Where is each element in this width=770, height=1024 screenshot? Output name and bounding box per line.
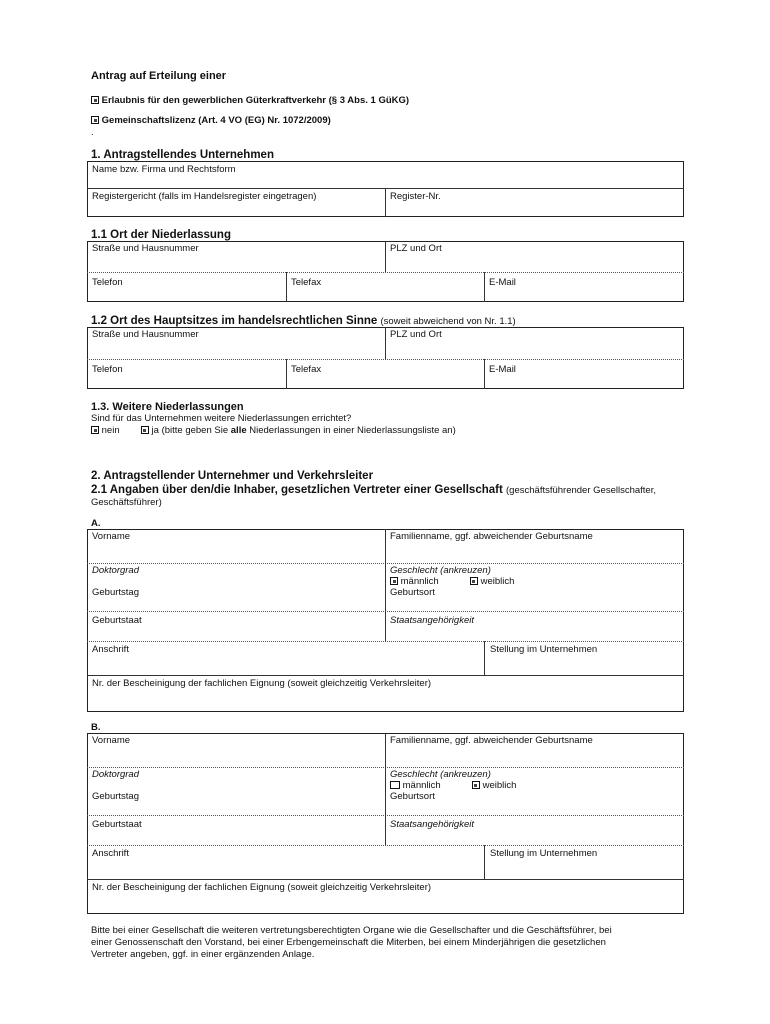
gender-options — [390, 780, 516, 791]
option-erlaubnis[interactable] — [91, 95, 409, 106]
geschlecht-label: Geschlecht (ankreuzen) — [390, 565, 491, 576]
stellung-field[interactable]: Stellung im Unternehmen — [490, 644, 598, 655]
anschrift-field[interactable]: Anschrift — [92, 644, 129, 655]
yes-label-prefix: ja (bitte geben Sie — [151, 425, 231, 436]
checkbox-female[interactable] — [470, 577, 478, 585]
checkbox-yes[interactable] — [141, 426, 149, 434]
bescheinigung-field[interactable]: Nr. der Bescheinigung der fachlichen Eignung (soweit gleichzeitig Verkehrsleiter) — [92, 882, 432, 893]
col-divider — [484, 641, 485, 675]
section-1-2-heading — [91, 315, 516, 327]
checkbox-gemeinschaftslizenz[interactable] — [91, 116, 99, 124]
person-b-letter: B. — [91, 722, 101, 733]
row-divider — [87, 641, 684, 642]
option-gemeinschaftslizenz-label: Gemeinschaftslizenz (Art. 4 VO (EG) Nr. 1072/2009) — [101, 115, 331, 126]
footer-line-3: Vertreter angeben, ggf. in einer ergänzenden Anlage. — [91, 949, 315, 960]
familienname-field[interactable]: Familienname, ggf. abweichender Geburtsname — [390, 735, 593, 746]
col-divider — [385, 327, 386, 359]
gender-options — [390, 576, 514, 587]
hq-email-field[interactable]: E-Mail — [489, 364, 516, 375]
row-divider — [87, 675, 684, 676]
female-label: weiblich — [482, 780, 517, 791]
section-1-2-note: (soweit abweichend von Nr. 1.1) — [380, 316, 516, 327]
row-divider — [87, 359, 684, 360]
checkbox-male[interactable] — [390, 781, 400, 789]
col-divider — [484, 272, 485, 302]
stellung-field[interactable]: Stellung im Unternehmen — [490, 848, 598, 859]
section-1-heading: 1. Antragstellendes Unternehmen — [91, 149, 274, 161]
female-option[interactable] — [472, 780, 516, 791]
phone-field[interactable]: Telefon — [92, 277, 123, 288]
row-divider — [87, 272, 684, 273]
section-2-1-note-cont: Geschäftsführer) — [91, 497, 162, 508]
geburtstag-field[interactable]: Geburtstag — [92, 587, 139, 598]
checkbox-male[interactable] — [390, 577, 398, 585]
option-erlaubnis-label: Erlaubnis für den gewerblichen Güterkraftverkehr (§ 3 Abs. 1 GüKG) — [101, 95, 410, 106]
checkbox-erlaubnis[interactable] — [91, 96, 99, 104]
hq-fax-field[interactable]: Telefax — [291, 364, 322, 375]
male-option[interactable] — [390, 780, 441, 791]
vorname-field[interactable]: Vorname — [92, 735, 131, 746]
section-1-3-heading: 1.3. Weitere Niederlassungen — [91, 401, 244, 413]
no-label: nein — [101, 425, 120, 436]
geburtsstaat-field[interactable]: Geburtstaat — [92, 819, 142, 830]
section-1-2-title: 1.2 Ort des Hauptsitzes im handelsrechtlichen Sinne — [91, 315, 378, 327]
staatsangehoerigkeit-field[interactable]: Staatsangehörigkeit — [390, 615, 474, 626]
geburtsort-field[interactable]: Geburtsort — [390, 791, 435, 802]
male-label: männlich — [400, 576, 439, 587]
street-field[interactable]: Straße und Hausnummer — [92, 243, 199, 254]
col-divider — [385, 188, 386, 217]
branches-options — [91, 425, 456, 436]
row-divider — [87, 845, 684, 846]
section-2-heading: 2. Antragstellender Unternehmer und Verkehrsleiter — [91, 470, 374, 482]
hq-street-field[interactable]: Straße und Hausnummer — [92, 329, 199, 340]
doktorgrad-field[interactable]: Doktorgrad — [92, 565, 139, 576]
section-1-1-heading: 1.1 Ort der Niederlassung — [91, 229, 231, 241]
yes-label-suffix: Niederlassungen in einer Niederlassungsliste an) — [246, 425, 456, 436]
geburtsort-field[interactable]: Geburtsort — [390, 587, 435, 598]
col-divider — [484, 359, 485, 389]
form-title: Antrag auf Erteilung einer — [91, 70, 227, 82]
fax-field[interactable]: Telefax — [291, 277, 322, 288]
email-field[interactable]: E-Mail — [489, 277, 516, 288]
row-divider — [87, 879, 684, 880]
section-2-1-heading — [91, 484, 656, 496]
male-option[interactable] — [390, 576, 439, 587]
footer-line-2: einer Genossenschaft den Vorstand, bei einer Erbengemeinschaft die Miterben, bei einem Minderjährigen die gesetzlichen — [91, 937, 606, 948]
geschlecht-label: Geschlecht (ankreuzen) — [390, 769, 491, 780]
col-divider — [385, 733, 386, 845]
col-divider — [286, 272, 287, 302]
col-divider — [385, 241, 386, 272]
staatsangehoerigkeit-field[interactable]: Staatsangehörigkeit — [390, 819, 474, 830]
col-divider — [286, 359, 287, 389]
register-no-field[interactable]: Register-Nr. — [390, 191, 441, 202]
hq-phone-field[interactable]: Telefon — [92, 364, 123, 375]
yes-label-bold: alle — [230, 425, 247, 436]
familienname-field[interactable]: Familienname, ggf. abweichender Geburtsname — [390, 531, 593, 542]
option-gemeinschaftslizenz[interactable] — [91, 115, 331, 126]
branches-no-option[interactable] — [91, 425, 120, 436]
doktorgrad-field[interactable]: Doktorgrad — [92, 769, 139, 780]
branches-yes-option[interactable] — [141, 425, 456, 436]
checkbox-no[interactable] — [91, 426, 99, 434]
female-label: weiblich — [480, 576, 515, 587]
col-divider — [385, 529, 386, 641]
geburtstag-field[interactable]: Geburtstag — [92, 791, 139, 802]
register-court-field[interactable]: Registergericht (falls im Handelsregister eingetragen) — [92, 191, 317, 202]
section-2-1-title: 2.1 Angaben über den/die Inhaber, gesetzlichen Vertreter einer Gesellschaft — [91, 484, 503, 496]
stray-dot: . — [91, 127, 94, 138]
name-field[interactable]: Name bzw. Firma und Rechtsform — [92, 164, 236, 175]
checkbox-female[interactable] — [472, 781, 480, 789]
vorname-field[interactable]: Vorname — [92, 531, 131, 542]
male-label: männlich — [402, 780, 441, 791]
geburtsstaat-field[interactable]: Geburtstaat — [92, 615, 142, 626]
footer-note — [91, 925, 612, 961]
col-divider — [484, 845, 485, 879]
bescheinigung-field[interactable]: Nr. der Bescheinigung der fachlichen Eignung (soweit gleichzeitig Verkehrsleiter) — [92, 678, 432, 689]
branches-question: Sind für das Unternehmen weitere Niederlassungen errichtet? — [91, 413, 352, 424]
female-option[interactable] — [470, 576, 514, 587]
hq-plz-field[interactable]: PLZ und Ort — [390, 329, 442, 340]
plz-field[interactable]: PLZ und Ort — [390, 243, 442, 254]
person-a-letter: A. — [91, 518, 101, 529]
section-2-1-note: (geschäftsführender Gesellschafter, — [506, 485, 656, 496]
footer-line-1: Bitte bei einer Gesellschaft die weiteren vertretungsberechtigten Organe wie die Gesellschafter und die Geschäftsführer, bei — [91, 925, 612, 936]
anschrift-field[interactable]: Anschrift — [92, 848, 129, 859]
